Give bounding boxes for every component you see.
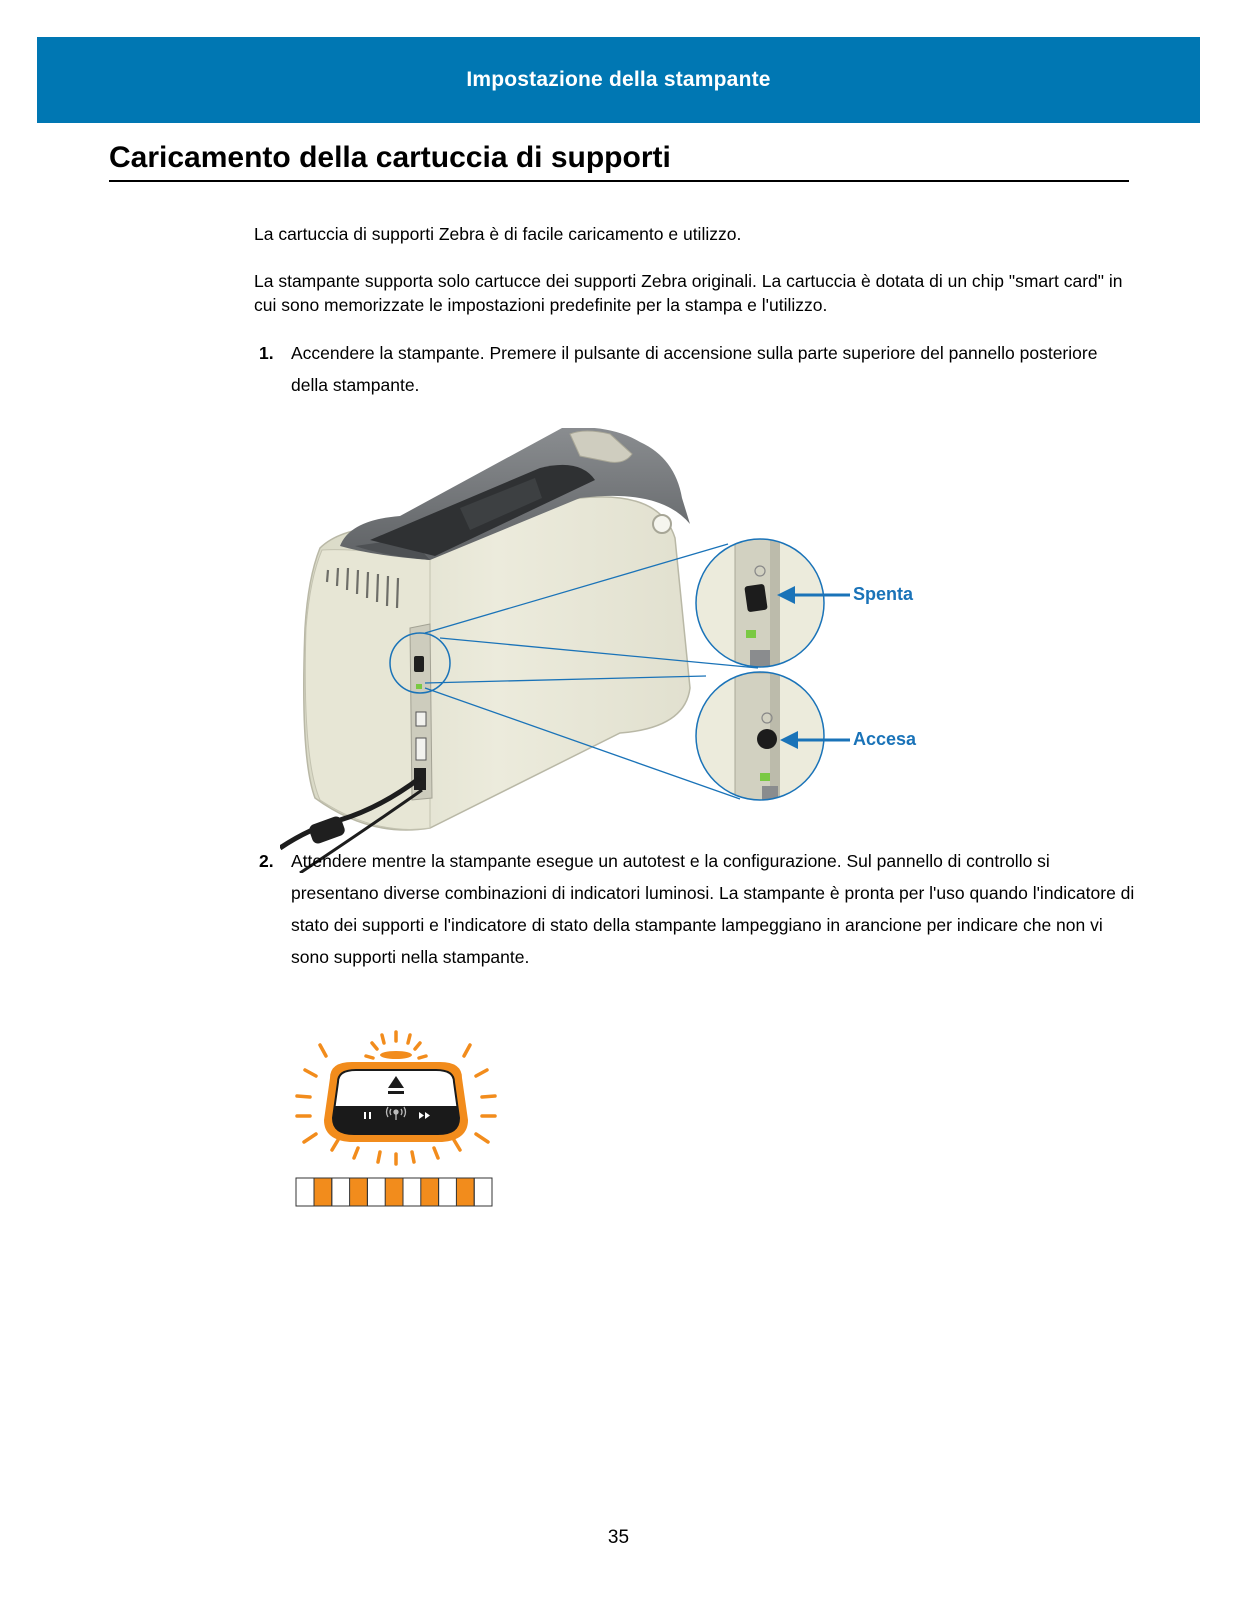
led-blink-pattern-bar <box>296 1178 492 1206</box>
step-2 <box>254 845 1134 975</box>
step-1 <box>254 337 1134 401</box>
step-number: 1. <box>259 343 274 363</box>
printer-power-figure <box>280 428 980 873</box>
printer-illustration <box>280 428 690 873</box>
step-text: Attendere mentre la stampante esegue un autotest e la configurazione. Sul pannello di controllo si presentano diverse combinazioni di indicatori luminosi. La stampante è pronta per l'uso quando l'indicatore di stato dei supporti e l'indicatore di stato della stampante lampeggiano in arancione per indicare che non vi sono supporti nella stampante. <box>291 851 1135 967</box>
page-number: 35 <box>607 1527 630 1548</box>
callout-off-label: Spenta <box>853 584 914 604</box>
step-number: 2. <box>259 851 274 871</box>
media-status-led <box>380 1051 412 1059</box>
section-header-title: Impostazione della stampante <box>466 68 771 91</box>
cartridge-paragraph: La stampante supporta solo cartucce dei supporti Zebra originali. La cartuccia è dotata di un chip "smart card" in cui sono memorizzate le impostazioni predefinite per la stampa e l'utilizzo. <box>254 271 1123 315</box>
intro-paragraph: La cartuccia di supporti Zebra è di facile caricamento e utilizzo. <box>254 224 742 244</box>
led-status-figure <box>292 1030 502 1210</box>
zoom-circle-off <box>696 533 824 683</box>
section-header-band <box>37 37 1200 123</box>
step-text: Accendere la stampante. Premere il pulsante di accensione sulla parte superiore del pannello posteriore della stampante. <box>291 343 1098 395</box>
callout-on-label: Accesa <box>853 729 917 749</box>
page-title: Caricamento della cartuccia di supporti <box>109 140 1129 182</box>
